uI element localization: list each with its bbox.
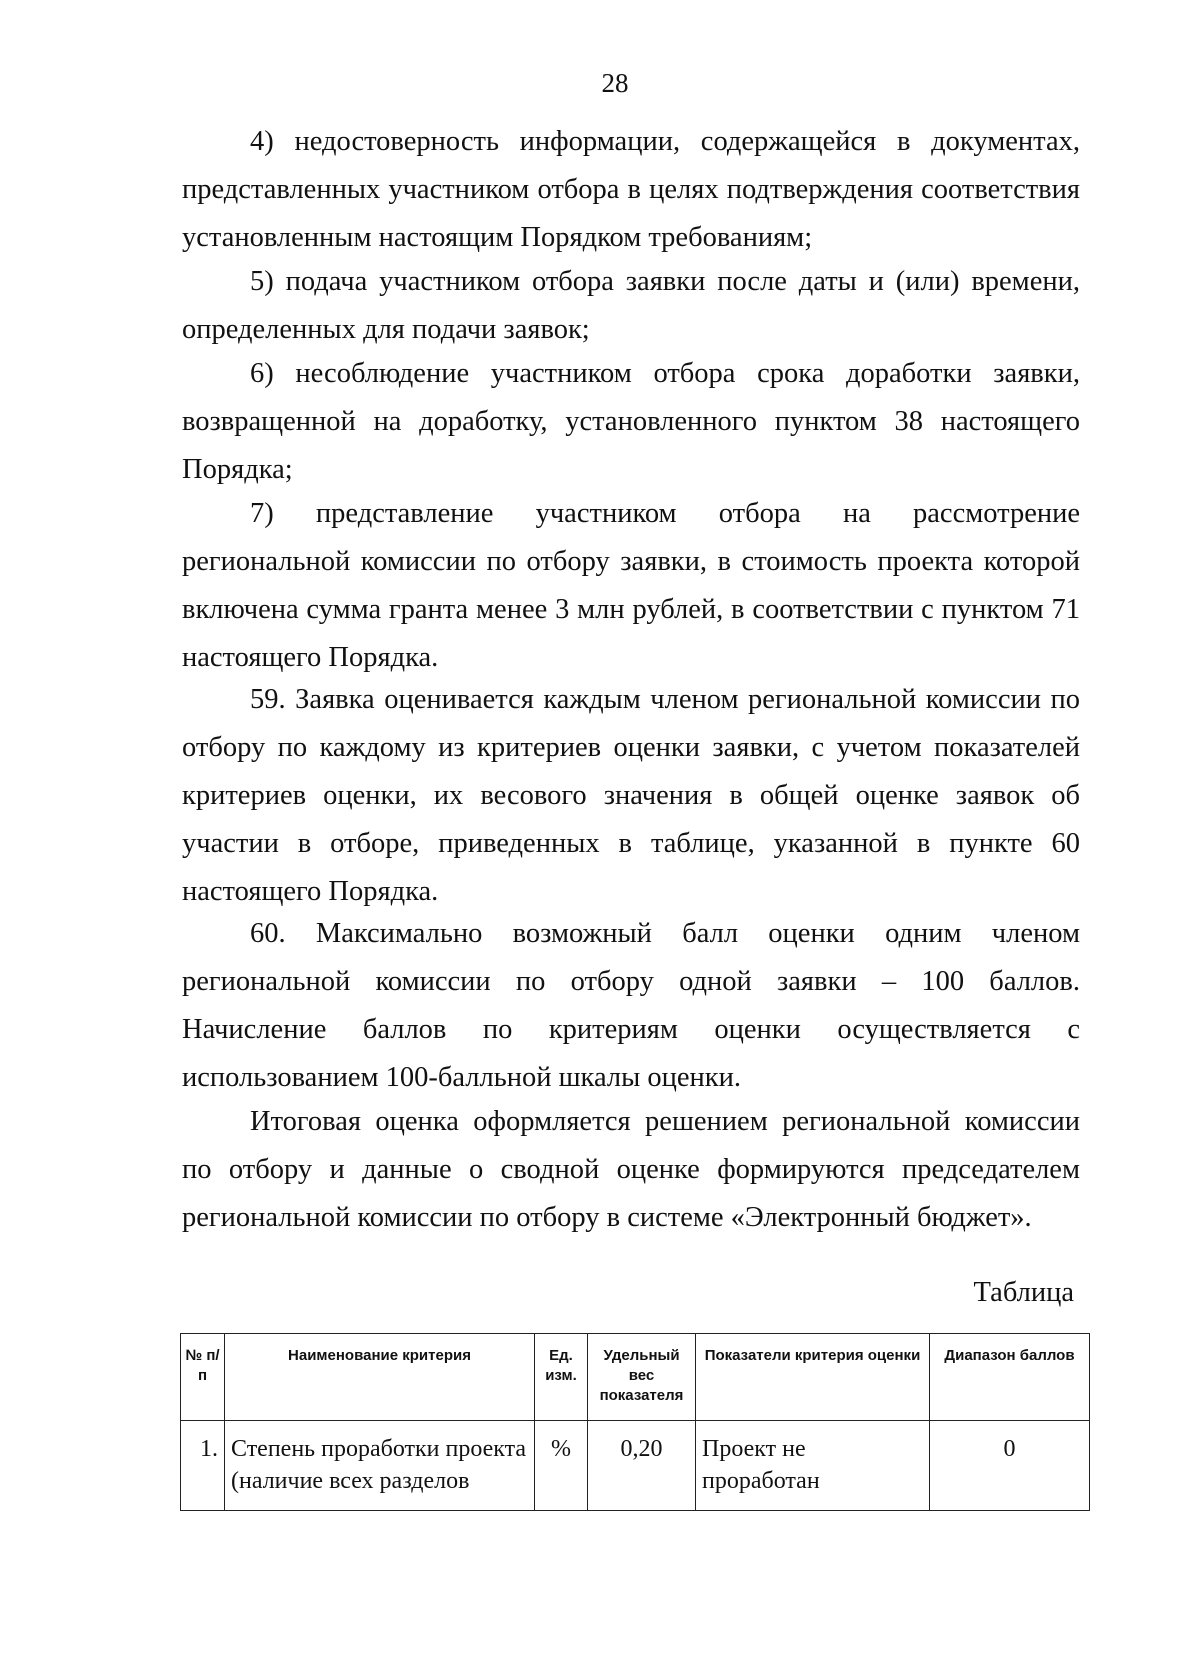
header-criterion-name: Наименование критерия	[225, 1334, 535, 1421]
header-weight: Удельный вес показателя	[588, 1334, 696, 1421]
header-score-range: Диапазон баллов	[930, 1334, 1090, 1421]
paragraph-item-6: 6) несоблюдение участником отбора срока доработки заявки, возвращенной на доработку, установленного пунктом 38 настоящего Порядка;	[182, 358, 1080, 485]
paragraph-item-7: 7) представление участником отбора на рассмотрение региональной комиссии по отбору заявки, в стоимость проекта которой включена сумма гранта менее 3 млн рублей, в соответствии с пунктом 71 настоящего Порядка.	[182, 498, 1080, 673]
cell-indicators: Проект не проработан	[696, 1421, 930, 1511]
paragraph-final-assessment: Итоговая оценка оформляется решением региональной комиссии по отбору и данные о сводной оценке формируются председателем региональной комиссии по отбору в системе «Электронный бюджет».	[182, 1106, 1080, 1233]
table-caption: Таблица	[973, 1277, 1074, 1308]
paragraph-item-5: 5) подача участником отбора заявки после даты и (или) времени, определенных для подачи заявок;	[182, 266, 1080, 345]
header-number: № п/п	[181, 1334, 225, 1421]
cell-score-range: 0	[930, 1421, 1090, 1511]
cell-weight: 0,20	[588, 1421, 696, 1511]
paragraph-item-4: 4) недостоверность информации, содержащейся в документах, представленных участником отбора в целях подтверждения соответствия установленным настоящим Порядком требованиям;	[182, 126, 1080, 253]
cell-criterion-name: Степень проработки проекта (наличие всех разделов	[225, 1421, 535, 1511]
paragraph-clause-60: 60. Максимально возможный балл оценки одним членом региональной комиссии по отбору одной заявки – 100 баллов. Начисление баллов по критериям оценки осуществляется с использованием 100-балльной шкалы оценки.	[182, 918, 1080, 1093]
paragraph-clause-59: 59. Заявка оценивается каждым членом региональной комиссии по отбору по каждому из критериев оценки заявки, с учетом показателей критериев оценки, их весового значения в общей оценке заявок об участии в отборе, приведенных в таблице, указанной в пункте 60 настоящего Порядка.	[182, 684, 1080, 907]
header-indicators: Показатели критерия оценки	[696, 1334, 930, 1421]
cell-unit: %	[535, 1421, 588, 1511]
table-row	[181, 1421, 1090, 1511]
header-unit: Ед. изм.	[535, 1334, 588, 1421]
page-number: 28	[601, 68, 629, 98]
table-header-row	[181, 1334, 1090, 1421]
criteria-table	[180, 1333, 1090, 1511]
cell-number: 1.	[181, 1421, 225, 1511]
